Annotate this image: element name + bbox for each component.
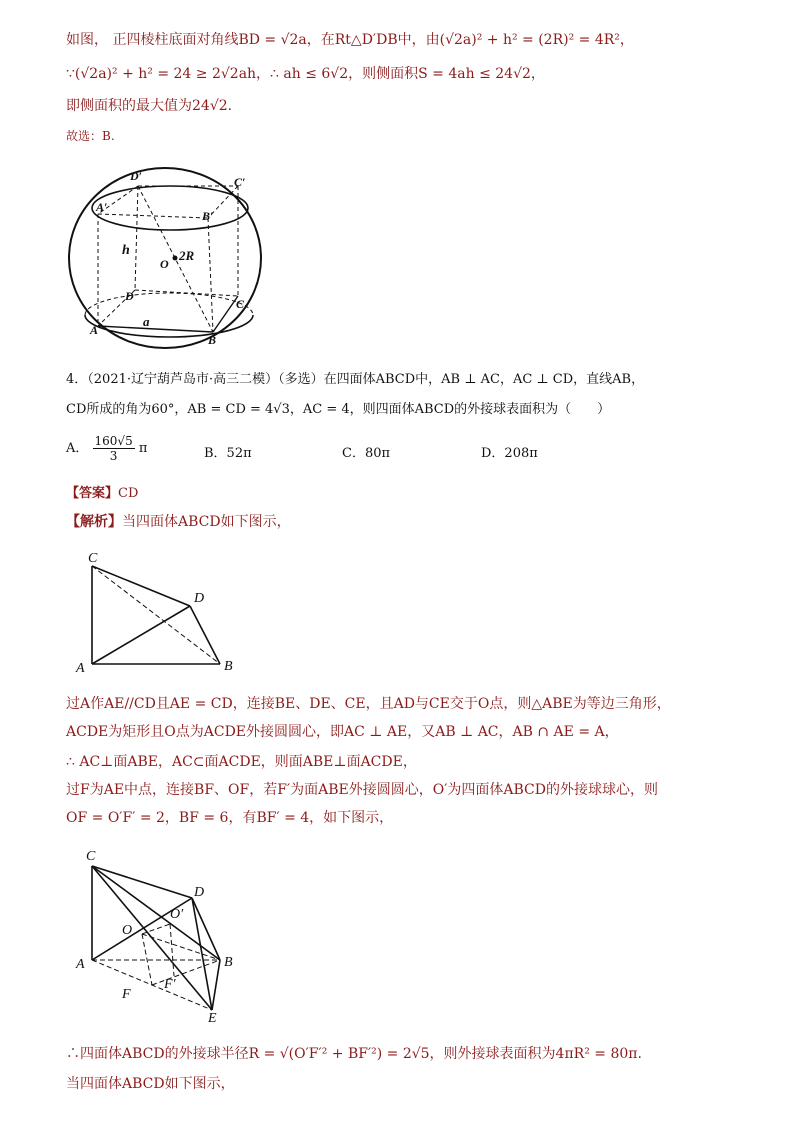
fig3-label-e: E [208, 1011, 217, 1022]
label-a-side: a [143, 314, 150, 329]
solution-line-3: 即侧面积的最大值为24√2. [66, 98, 233, 114]
label-d: D [125, 289, 134, 303]
label-a-prime: A′ [96, 200, 108, 214]
option-a [66, 434, 147, 463]
option-a-fraction [93, 434, 135, 463]
option-c: C．80π [342, 446, 391, 461]
fig3-label-d: D [194, 885, 205, 900]
option-b: B．52π [204, 446, 252, 461]
figure-tetrahedron-2 [70, 842, 250, 1022]
label-b-prime: B′ [202, 209, 214, 223]
label-c-prime: C′ [234, 175, 246, 189]
answer-value: CD [118, 486, 139, 501]
label-c: C [236, 297, 245, 311]
analysis-intro: 当四面体ABCD如下图示， [122, 514, 291, 530]
analysis-tag: 【解析】 [66, 514, 122, 530]
solution2-line-3: ∴ AC⊥面ABE，AC⊂面ACDE，则面ABE⊥面ACDE， [66, 754, 417, 770]
option-a-denominator: 3 [109, 449, 118, 463]
solution-line-2: ∵(√2a)² + h² = 24 ≥ 2√2ah，∴ ah ≤ 6√2，则侧面积S = 4ah ≤ 24√2， [66, 66, 545, 82]
conclusion-line-1: ∴四面体ABCD的外接球半径R = √(O′F′² + BF′²) = 2√5，则外接球表面积为4πR² = 80π. [66, 1046, 642, 1062]
solution-line-1: 如图， 正四棱柱底面对角线BD = √2a，在Rt△D′DB中，由(√2a)² + h² = (2R)² = 4R²， [66, 32, 634, 48]
fig3-label-a: A [76, 957, 85, 972]
problem-4-line-2: CD所成的角为60°，AB = CD = 4√3，AC = 4，则四面体ABCD的外接球表面积为（ ） [66, 402, 611, 417]
analysis-line [66, 512, 291, 532]
label-o: O [160, 257, 169, 271]
figure-sphere-prism [60, 162, 280, 362]
label-a: A [90, 323, 99, 337]
choice-line: 故选：B. [66, 129, 115, 143]
solution2-line-2: ACDE为矩形且O点为ACDE外接圆圆心，即AC ⊥ AE，又AB ⊥ AC，AB ∩ AE = A， [66, 724, 619, 740]
label-b: B [208, 333, 217, 347]
answer-line [66, 484, 138, 504]
center-point [173, 256, 178, 261]
fig3-label-b: B [224, 955, 233, 970]
answer-tag: 【答案】 [66, 486, 119, 501]
fig2-label-c: C [88, 551, 98, 566]
fig2-label-d: D [194, 591, 205, 606]
fig3-label-o: O [122, 923, 133, 938]
fig2-label-b: B [224, 659, 233, 674]
label-h: h [122, 243, 130, 258]
figure-tetrahedron-1 [70, 546, 250, 676]
solution2-line-1: 过A作AE//CD且AE = CD，连接BE、DE、CE，且AD与CE交于O点，则△ABE为等边三角形， [66, 696, 671, 712]
solution2-line-5: OF = O′F′ = 2，BF = 6，有BF′ = 4，如下图示， [66, 810, 394, 826]
fig3-label-f: F [122, 987, 131, 1002]
label-2r: 2R [179, 248, 195, 263]
option-d: D．208π [481, 446, 538, 461]
option-a-suffix: π [138, 441, 148, 456]
option-a-label: A． [66, 441, 89, 456]
fig2-label-a: A [76, 661, 85, 676]
fig3-label-f-prime: F′ [164, 977, 176, 992]
conclusion-line-2: 当四面体ABCD如下图示， [66, 1076, 235, 1092]
fig3-label-o-prime: O′ [170, 907, 184, 922]
top-circle [92, 186, 248, 230]
problem-4-line-1: 4．（2021·辽宁葫芦岛市·高三二模）（多选）在四面体ABCD中，AB ⊥ AC，AC ⊥ CD，直线AB， [66, 372, 645, 387]
option-a-numerator: 160√5 [94, 434, 133, 448]
fig3-label-c: C [86, 849, 96, 864]
label-d-prime: D′ [130, 169, 143, 183]
solution2-line-4: 过F为AE中点，连接BF、OF，若F′为面ABE外接圆圆心，O′为四面体ABCD的外接球球心，则 [66, 782, 658, 798]
